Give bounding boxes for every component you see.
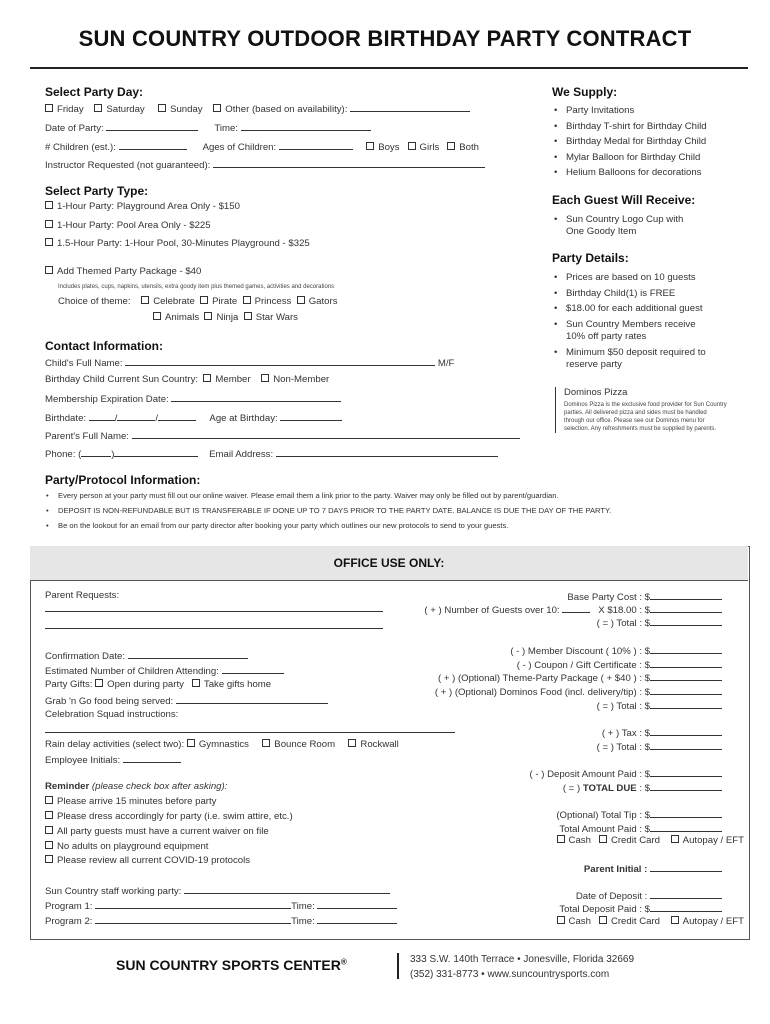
saturday-checkbox[interactable]	[94, 104, 102, 112]
program-1-field[interactable]	[95, 899, 291, 909]
base-cost-row	[567, 590, 722, 603]
expiration-label: Membership Expiration Date:	[45, 394, 169, 405]
parent-requests-line-2[interactable]	[45, 619, 383, 629]
dominos-food-row	[435, 685, 722, 698]
member-discount-field[interactable]	[650, 644, 722, 654]
parent-name-label: Parent's Full Name:	[45, 431, 129, 442]
program-1-row	[45, 899, 397, 912]
themed-note: Includes plates, cups, napkins, utensils, extra goody item plus themed games, activities and decorations	[58, 284, 335, 290]
autopay-label: Autopay / EFT	[682, 916, 744, 927]
birthdate-label: Birthdate:	[45, 413, 87, 424]
starwars-label: Star Wars	[255, 312, 298, 323]
ninja-checkbox[interactable]	[204, 312, 212, 320]
total-due-label: TOTAL DUE	[582, 783, 637, 794]
program-1-time-label: Time:	[291, 901, 315, 912]
protocol-item: • DEPOSIT IS NON-REFUNDABLE BUT IS TRANSFERABLE IF DONE UP TO 7 DAYS PRIOR TO THE PARTY DATE. BALANCE IS DUE THE DAY OF THE PARTY.	[58, 506, 611, 515]
total-due-row	[563, 781, 722, 794]
instructor-field[interactable]	[213, 158, 485, 168]
footer-company-name	[116, 957, 347, 973]
autopay-checkbox[interactable]	[671, 916, 679, 924]
gators-checkbox[interactable]	[297, 296, 305, 304]
time-label: Time:	[214, 123, 238, 134]
reminder-item	[45, 826, 269, 837]
both-checkbox[interactable]	[447, 142, 455, 150]
starwars-checkbox[interactable]	[244, 312, 252, 320]
reminder-heading	[45, 781, 227, 792]
supply-item: • Birthday T-shirt for Birthday Child	[566, 121, 707, 132]
reminder-text: Please dress accordingly for party (i.e. swim attire, etc.)	[57, 811, 293, 822]
gifts-home-checkbox[interactable]	[192, 679, 200, 687]
footer-address-block	[410, 952, 634, 982]
supply-item: • Helium Balloons for decorations	[566, 167, 701, 178]
themed-option	[45, 266, 201, 277]
sunday-label: Sunday	[170, 104, 203, 115]
total-deposit-row	[559, 902, 722, 915]
friday-label: Friday	[57, 104, 84, 115]
type-option-1	[45, 201, 240, 212]
autopay-label: Autopay / EFT	[682, 835, 744, 846]
details-item: • Sun Country Members receive	[566, 319, 696, 330]
date-field[interactable]	[106, 121, 198, 131]
deposit-paid-field[interactable]	[650, 767, 722, 777]
program-2-row	[45, 914, 397, 927]
tax-label: ( + ) Tax : $	[601, 728, 650, 739]
reminder-text: All party guests must have a current waiver on file	[57, 826, 269, 837]
dominos-line: parties. All delivered pizza and sides must be handled	[564, 410, 707, 416]
credit-card-label: Credit Card	[610, 916, 660, 927]
est-children-label: Estimated Number of Children Attending:	[45, 666, 219, 677]
birthdate-row: Birthdate: / / Age at Birthday:	[45, 411, 342, 424]
parent-requests-label: Parent Requests:	[45, 590, 120, 601]
subtotal-row-1	[597, 616, 722, 629]
pirate-checkbox[interactable]	[200, 296, 208, 304]
age-label: Age at Birthday:	[209, 413, 278, 424]
child-name-label: Child's Full Name:	[45, 358, 123, 369]
dominos-note	[555, 387, 760, 433]
mf-label: M/F	[437, 358, 455, 369]
dominos-line: selection. Any refreshments must be supplied by parents.	[564, 426, 717, 432]
theme-package-row	[438, 671, 722, 684]
confirmation-label: Confirmation Date:	[45, 651, 125, 662]
reminder-item	[45, 855, 250, 866]
rockwall-checkbox[interactable]	[348, 739, 356, 747]
rain-label: Rain delay activities (select two):	[45, 739, 185, 750]
member-discount-row	[510, 644, 722, 657]
type-3-checkbox[interactable]	[45, 238, 53, 246]
children-field[interactable]	[119, 140, 187, 150]
we-supply-heading: We Supply:	[552, 85, 618, 99]
animals-label: Animals	[165, 312, 200, 323]
subtotal-row-2	[597, 699, 722, 712]
reminder-item	[45, 811, 293, 822]
bounce-label: Bounce Room	[274, 739, 336, 750]
footer-contact: (352) 331-8773 • www.suncountrysports.com	[410, 969, 610, 980]
parent-initial-row	[584, 862, 722, 875]
credit-card-checkbox[interactable]	[599, 916, 607, 924]
program-1-label: Program 1:	[45, 901, 93, 912]
cash-checkbox[interactable]	[557, 916, 565, 924]
protocol-item: • Be on the lookout for an email from our party director after booking your party which outlines our new protocols to send to your guests.	[58, 521, 508, 530]
gifts-label: Party Gifts:	[45, 679, 93, 690]
est-children-field[interactable]	[222, 664, 284, 674]
type-1-checkbox[interactable]	[45, 201, 53, 209]
ninja-label: Ninja	[216, 312, 239, 323]
total-label: ( = ) Total : $	[596, 701, 650, 712]
email-label: Email Address:	[209, 449, 274, 460]
employee-field[interactable]	[123, 753, 181, 763]
office-heading: OFFICE USE ONLY:	[30, 546, 748, 581]
deposit-date-field[interactable]	[650, 889, 722, 899]
dominos-food-label: ( + ) (Optional) Dominos Food (incl. delivery/tip) : $	[434, 687, 650, 698]
type-3-label: 1.5-Hour Party: 1-Hour Pool, 30-Minutes Playground - $325	[57, 238, 310, 249]
age-field[interactable]	[280, 411, 342, 421]
squad-field[interactable]	[45, 723, 455, 733]
est-children-row	[45, 664, 284, 677]
deposit-paid-label: ( - ) Deposit Amount Paid : $	[529, 769, 650, 780]
details-item: • Prices are based on 10 guests	[566, 272, 696, 283]
tip-row	[556, 808, 722, 821]
details-item: • $18.00 for each additional guest	[566, 303, 703, 314]
guest-item-cont: One Goody Item	[566, 226, 637, 237]
base-cost-label: Base Party Cost : $	[567, 592, 650, 603]
birth-month-field[interactable]	[89, 411, 115, 421]
bounce-checkbox[interactable]	[262, 739, 270, 747]
total-paid-field[interactable]	[650, 822, 722, 832]
deposit-paid-row	[529, 767, 722, 780]
gifts-open-label: Open during party	[107, 679, 184, 690]
phone-area-field[interactable]	[81, 447, 111, 457]
staff-field[interactable]	[184, 884, 390, 894]
credit-card-checkbox[interactable]	[599, 835, 607, 843]
gators-label: Gators	[308, 296, 338, 307]
reminder-checkbox[interactable]	[45, 841, 53, 849]
grab-go-label: Grab 'n Go food being served:	[45, 696, 174, 707]
email-field[interactable]	[276, 447, 498, 457]
program-2-time-label: Time:	[291, 916, 315, 927]
phone-number-field[interactable]	[114, 447, 198, 457]
non-member-checkbox[interactable]	[261, 374, 269, 382]
protocol-heading: Party/Protocol Information:	[45, 473, 201, 487]
gifts-row	[45, 679, 271, 690]
reminder-checkbox[interactable]	[45, 811, 53, 819]
reminder-rest: (please check box after asking):	[89, 781, 228, 792]
pirate-label: Pirate	[212, 296, 238, 307]
type-2-label: 1-Hour Party: Pool Area Only - $225	[57, 220, 211, 231]
reminder-item	[45, 841, 208, 852]
children-label: # Children (est.):	[45, 142, 116, 153]
tip-field[interactable]	[650, 808, 722, 818]
theme-label: Choice of theme:	[58, 296, 131, 307]
employee-label: Employee Initials:	[45, 755, 121, 766]
gymnastics-checkbox[interactable]	[187, 739, 195, 747]
parent-name-field[interactable]	[132, 429, 520, 439]
coupon-label: ( - ) Coupon / Gift Certificate : $	[516, 660, 650, 671]
theme-row-2	[153, 312, 298, 323]
company-name: SUN COUNTRY SPORTS CENTER	[116, 957, 341, 973]
squad-label: Celebration Squad instructions:	[45, 709, 179, 720]
confirmation-field[interactable]	[128, 649, 248, 659]
children-row	[45, 140, 479, 153]
both-label: Both	[459, 142, 479, 153]
child-name-field[interactable]	[125, 356, 435, 366]
guest-item: • Sun Country Logo Cup with	[566, 214, 683, 225]
phone-label: Phone: (	[45, 449, 82, 460]
theme-package-label: ( + ) (Optional) Theme-Party Package ( + $40 ) : $	[437, 673, 650, 684]
sunday-checkbox[interactable]	[158, 104, 166, 112]
supply-item: • Birthday Medal for Birthday Child	[566, 136, 706, 147]
phone-row	[45, 447, 498, 460]
total-paid-row	[559, 822, 722, 835]
date-row	[45, 121, 371, 134]
reminder-text: Please review all current COVID-19 protocols	[57, 855, 251, 866]
title-divider	[30, 67, 748, 69]
reminder-checkbox[interactable]	[45, 796, 53, 804]
expiration-row	[45, 392, 341, 405]
theme-package-field[interactable]	[650, 671, 722, 681]
gifts-home-label: Take gifts home	[203, 679, 272, 690]
dominos-title: Dominos Pizza	[564, 387, 628, 398]
program-2-label: Program 2:	[45, 916, 93, 927]
celebrate-checkbox[interactable]	[141, 296, 149, 304]
program-1-time-field[interactable]	[317, 899, 397, 909]
page-title: SUN COUNTRY OUTDOOR BIRTHDAY PARTY CONTRACT	[78, 26, 692, 51]
program-2-field[interactable]	[95, 914, 291, 924]
total-field[interactable]	[650, 699, 722, 709]
princess-label: Princess	[254, 296, 292, 307]
non-member-label: Non-Member	[273, 374, 330, 385]
boys-label: Boys	[378, 142, 400, 153]
coupon-field[interactable]	[650, 658, 722, 668]
tip-label: (Optional) Total Tip : $	[556, 810, 650, 821]
type-option-3	[45, 238, 310, 249]
reminder-checkbox[interactable]	[45, 826, 53, 834]
total-due-field[interactable]	[650, 781, 722, 791]
saturday-label: Saturday	[106, 104, 145, 115]
member-discount-label: ( - ) Member Discount ( 10% ) : $	[510, 646, 650, 657]
rain-row	[45, 739, 399, 750]
member-label: Member	[215, 374, 251, 385]
parent-initial-field[interactable]	[650, 862, 722, 872]
contact-heading: Contact Information:	[45, 339, 163, 353]
guests-over-amount[interactable]	[650, 603, 722, 613]
member-checkbox[interactable]	[203, 374, 211, 382]
reminder-checkbox[interactable]	[45, 855, 53, 863]
other-day-field[interactable]	[350, 102, 470, 112]
subtotal-row-3	[597, 740, 722, 753]
princess-checkbox[interactable]	[243, 296, 251, 304]
themed-label: Add Themed Party Package - $40	[57, 266, 202, 277]
time-field[interactable]	[241, 121, 371, 131]
total-due-suffix: : $	[636, 783, 650, 794]
birth-year-field[interactable]	[158, 411, 196, 421]
dominos-line: through our office. Please see our Dominos menu for	[564, 418, 705, 424]
phone-close: )	[111, 449, 115, 460]
themed-checkbox[interactable]	[45, 266, 53, 274]
registered-mark: ®	[340, 957, 347, 967]
parent-requests-line-1[interactable]	[45, 602, 383, 612]
child-name-row	[45, 356, 454, 369]
footer-address: 333 S.W. 140th Terrace • Jonesville, Florida 32669	[410, 954, 634, 965]
reminder-text: Please arrive 15 minutes before party	[57, 796, 217, 807]
details-item: • Minimum $50 deposit required to	[566, 347, 706, 358]
boys-checkbox[interactable]	[366, 142, 374, 150]
dominos-line: Dominos Pizza is the exclusive food provider for Sun Country	[564, 402, 727, 408]
guests-over-row	[424, 603, 722, 616]
grab-go-row	[45, 694, 328, 707]
tax-field[interactable]	[650, 726, 722, 736]
deposit-date-label: Date of Deposit :	[575, 891, 648, 902]
reminder-item	[45, 796, 216, 807]
total-label: ( = ) Total : $	[596, 618, 650, 629]
staff-label: Sun Country staff working party:	[45, 886, 182, 897]
credit-card-label: Credit Card	[610, 835, 660, 846]
type-2-checkbox[interactable]	[45, 220, 53, 228]
protocol-item: • Every person at your party must fill out our online waiver. Please email them a link prior to the party. Waiver may only be filled out by parent/guardian.	[58, 491, 559, 500]
parent-initial-label: Parent Initial :	[583, 864, 648, 875]
select-type-heading: Select Party Type:	[45, 184, 149, 198]
details-item-cont: reserve party	[566, 359, 622, 370]
friday-checkbox[interactable]	[45, 104, 53, 112]
details-item: • Birthday Child(1) is FREE	[566, 288, 675, 299]
day-row	[45, 102, 470, 115]
grab-go-field[interactable]	[176, 694, 328, 704]
cash-label: Cash	[568, 835, 591, 846]
ages-label: Ages of Children:	[202, 142, 277, 153]
base-cost-field[interactable]	[650, 590, 722, 600]
guests-over-rate: X $18.00 : $	[598, 605, 650, 616]
guests-over-label: ( + ) Number of Guests over 10:	[424, 605, 560, 616]
date-label: Date of Party:	[45, 123, 104, 134]
footer-divider	[397, 953, 399, 979]
cash-checkbox[interactable]	[557, 835, 565, 843]
employee-row	[45, 753, 181, 766]
total-deposit-label: Total Deposit Paid : $	[559, 904, 650, 915]
total-field[interactable]	[650, 740, 722, 750]
supply-item: • Mylar Balloon for Birthday Child	[566, 152, 700, 163]
status-label: Birthday Child Current Sun Country:	[45, 374, 199, 385]
total-due-prefix: ( = )	[562, 783, 583, 794]
guests-over-field[interactable]	[562, 603, 590, 613]
gymnastics-label: Gymnastics	[198, 739, 249, 750]
party-details-heading: Party Details:	[552, 251, 629, 265]
reminder-text: No adults on playground equipment	[57, 841, 209, 852]
each-guest-heading: Each Guest Will Receive:	[552, 193, 696, 207]
birth-day-field[interactable]	[117, 411, 155, 421]
instructor-label: Instructor Requested (not guaranteed):	[45, 160, 211, 171]
confirmation-row	[45, 649, 248, 662]
select-day-heading: Select Party Day:	[45, 85, 144, 99]
status-row	[45, 374, 329, 385]
reminder-bold: Reminder	[45, 781, 90, 792]
payment-method-row-2	[557, 916, 744, 927]
instructor-row	[45, 158, 485, 171]
autopay-checkbox[interactable]	[671, 835, 679, 843]
expiration-field[interactable]	[171, 392, 341, 402]
gifts-open-checkbox[interactable]	[95, 679, 103, 687]
supply-item: • Party Invitations	[566, 105, 634, 116]
animals-checkbox[interactable]	[153, 312, 161, 320]
girls-checkbox[interactable]	[408, 142, 416, 150]
type-option-2	[45, 220, 211, 231]
total-label: ( = ) Total : $	[596, 742, 650, 753]
dominos-food-field[interactable]	[650, 685, 722, 695]
tax-row	[602, 726, 722, 739]
coupon-row	[517, 658, 722, 671]
details-item-cont: 10% off party rates	[566, 331, 647, 342]
other-day-checkbox[interactable]	[213, 104, 221, 112]
ages-field[interactable]	[279, 140, 353, 150]
total-deposit-field[interactable]	[650, 902, 722, 912]
total-paid-label: Total Amount Paid : $	[559, 824, 650, 835]
other-day-label: Other (based on availability):	[225, 104, 348, 115]
theme-row-1	[58, 296, 338, 307]
celebrate-label: Celebrate	[153, 296, 195, 307]
rockwall-label: Rockwall	[360, 739, 399, 750]
type-1-label: 1-Hour Party: Playground Area Only - $150	[57, 201, 240, 212]
cash-label: Cash	[568, 916, 591, 927]
payment-method-row-1	[557, 835, 744, 846]
parent-name-row	[45, 429, 520, 442]
total-field[interactable]	[650, 616, 722, 626]
girls-label: Girls	[419, 142, 440, 153]
program-2-time-field[interactable]	[317, 914, 397, 924]
deposit-date-row	[576, 889, 722, 902]
staff-row	[45, 884, 390, 897]
